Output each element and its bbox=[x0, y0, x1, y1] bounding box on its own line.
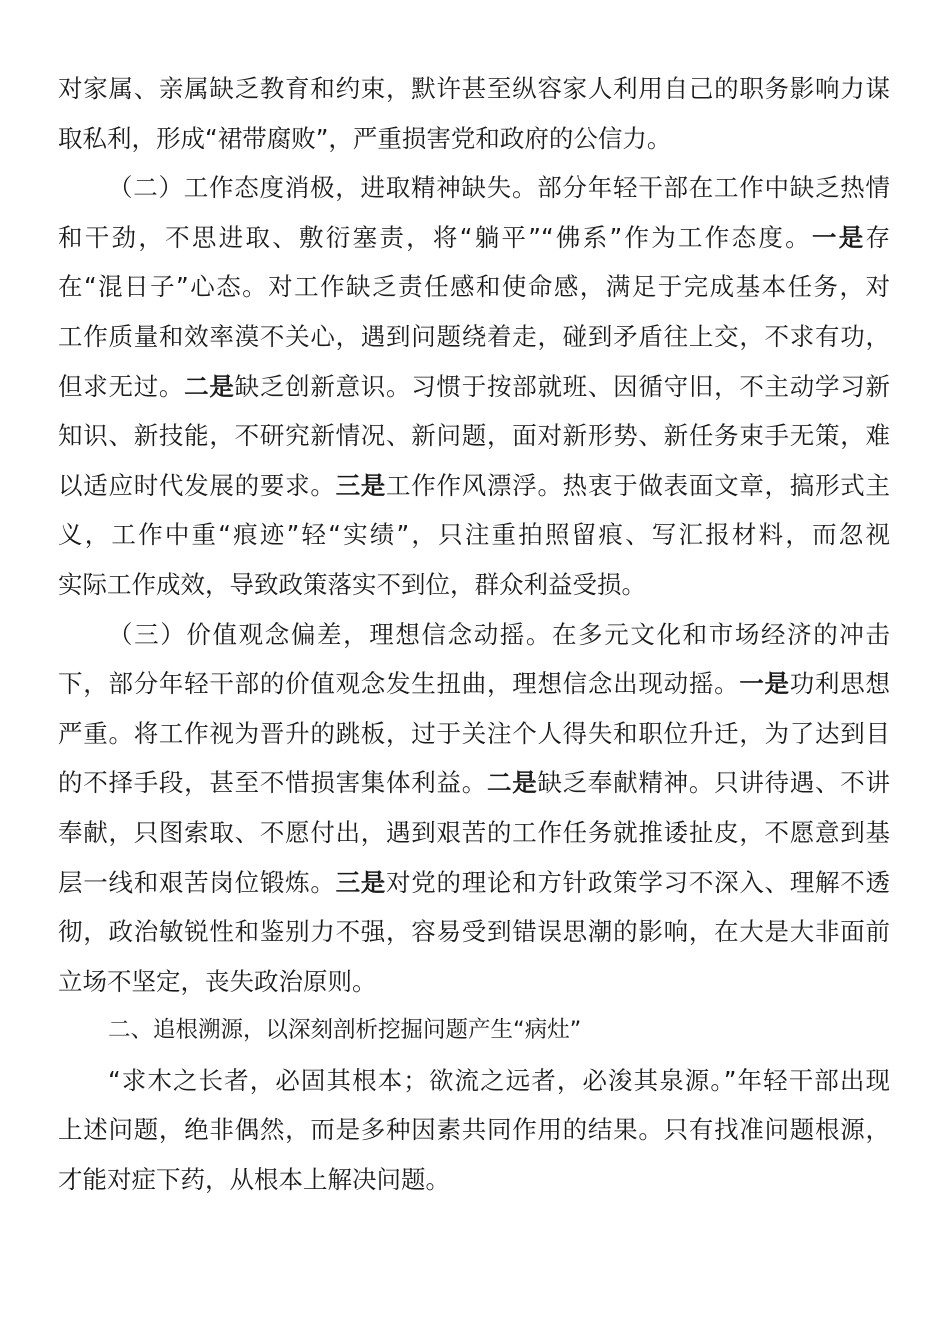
text-line bbox=[58, 610, 890, 660]
text-line bbox=[58, 858, 890, 908]
text-segment: 缺乏奉献精神。只讲待遇、不讲 bbox=[537, 768, 890, 798]
text-segment: 对党的理论和方针政策学习不深入、理解不透 bbox=[386, 867, 890, 897]
text-segment: 义，工作中重“痕迹”轻“实绩”，只注重拍照留痕、写汇报材料，而忽视 bbox=[58, 520, 890, 550]
bold-marker: 三是 bbox=[335, 470, 387, 500]
text-line bbox=[58, 163, 890, 213]
text-segment: 但求无过。 bbox=[58, 371, 185, 401]
bold-marker: 一是 bbox=[811, 222, 866, 252]
text-segment: 层一线和艰苦岗位锻炼。 bbox=[58, 867, 336, 897]
text-line bbox=[58, 411, 890, 461]
text-segment: 功利思想 bbox=[789, 669, 890, 699]
text-segment: 奉献，只图索取、不愿付出，遇到艰苦的工作任务就推诿扯皮，不愿意到基 bbox=[58, 817, 890, 847]
heading-line bbox=[58, 1006, 890, 1056]
paragraph-values bbox=[58, 610, 890, 1007]
text-segment: 的不择手段，甚至不惜损害集体利益。 bbox=[58, 768, 487, 798]
text-line bbox=[58, 709, 890, 759]
text-segment: 严重。将工作视为晋升的跳板，过于关注个人得失和职位升迁，为了达到目 bbox=[58, 718, 890, 748]
heading-text: 二、追根溯源，以深刻剖析挖掘问题产生“病灶” bbox=[108, 1017, 582, 1044]
text-line bbox=[58, 362, 890, 412]
text-line bbox=[58, 510, 890, 560]
text-segment: 彻，政治敏锐性和鉴别力不强，容易受到错误思潮的影响，在大是大非面前 bbox=[58, 917, 890, 947]
text-segment: 对家属、亲属缺乏教育和约束，默许甚至纵容家人利用自己的职务影响力谋 bbox=[58, 74, 890, 103]
text-segment: 实际工作成效，导致政策落实不到位，群众利益受损。 bbox=[58, 569, 646, 599]
text-segment: 工作作风漂浮。热衷于做表面文章，搞形式主 bbox=[386, 470, 890, 500]
text-line bbox=[58, 957, 890, 1007]
bold-marker: 三是 bbox=[335, 867, 387, 897]
text-line bbox=[58, 659, 890, 709]
text-line bbox=[58, 907, 890, 957]
text-segment: “求木之长者，必固其根本；欲流之远者，必浚其泉源。”年轻干部出现 bbox=[108, 1065, 890, 1095]
text-line bbox=[58, 758, 890, 808]
text-line bbox=[58, 1105, 890, 1155]
text-segment: 立场不坚定，丧失政治原则。 bbox=[58, 966, 377, 996]
text-line bbox=[58, 312, 890, 362]
paragraph-continuation bbox=[58, 64, 890, 163]
bold-marker: 二是 bbox=[184, 371, 235, 401]
text-line bbox=[58, 64, 890, 114]
text-segment: 缺乏创新意识。习惯于按部就班、因循守旧，不主动学习新 bbox=[234, 371, 890, 401]
text-segment: 知识、新技能，不研究新情况、新问题，面对新形势、新任务束手无策，难 bbox=[58, 421, 890, 451]
text-segment: （二）工作态度消极，进取精神缺失。部分年轻干部在工作中缺乏热情 bbox=[108, 173, 890, 203]
text-line bbox=[58, 808, 890, 858]
text-segment: 取私利，形成“裙带腐败”，严重损害党和政府的公信力。 bbox=[58, 123, 672, 153]
text-line bbox=[58, 114, 890, 164]
text-line bbox=[58, 1155, 890, 1205]
document-page bbox=[58, 64, 890, 1205]
text-line bbox=[58, 262, 890, 312]
text-segment: 和干劲，不思进取、敷衍塞责，将“躺平”“佛系”作为工作态度。 bbox=[58, 222, 812, 252]
text-segment: 才能对症下药，从根本上解决问题。 bbox=[58, 1165, 450, 1195]
text-segment: 上述问题，绝非偶然，而是多种因素共同作用的结果。只有找准问题根源， bbox=[58, 1115, 890, 1145]
text-segment: （三）价值观念偏差，理想信念动摇。在多元文化和市场经济的冲击 bbox=[108, 619, 890, 649]
text-segment: 以适应时代发展的要求。 bbox=[58, 470, 336, 500]
bold-marker: 二是 bbox=[486, 768, 538, 798]
text-line bbox=[58, 461, 890, 511]
text-line bbox=[58, 560, 890, 610]
paragraph-work-attitude bbox=[58, 163, 890, 609]
text-segment: 存 bbox=[865, 222, 890, 252]
text-line bbox=[58, 213, 890, 263]
text-segment: 工作质量和效率漠不关心，遇到问题绕着走，碰到矛盾往上交，不求有功， bbox=[58, 321, 890, 351]
paragraph-quote-intro bbox=[58, 1056, 890, 1205]
section-heading-root-causes bbox=[58, 1006, 890, 1056]
bold-marker: 一是 bbox=[739, 669, 790, 699]
text-line bbox=[58, 1056, 890, 1106]
text-segment: 在“混日子”心态。对工作缺乏责任感和使命感，满足于完成基本任务，对 bbox=[58, 272, 890, 302]
text-segment: 下，部分年轻干部的价值观念发生扭曲，理想信念出现动摇。 bbox=[58, 669, 740, 699]
